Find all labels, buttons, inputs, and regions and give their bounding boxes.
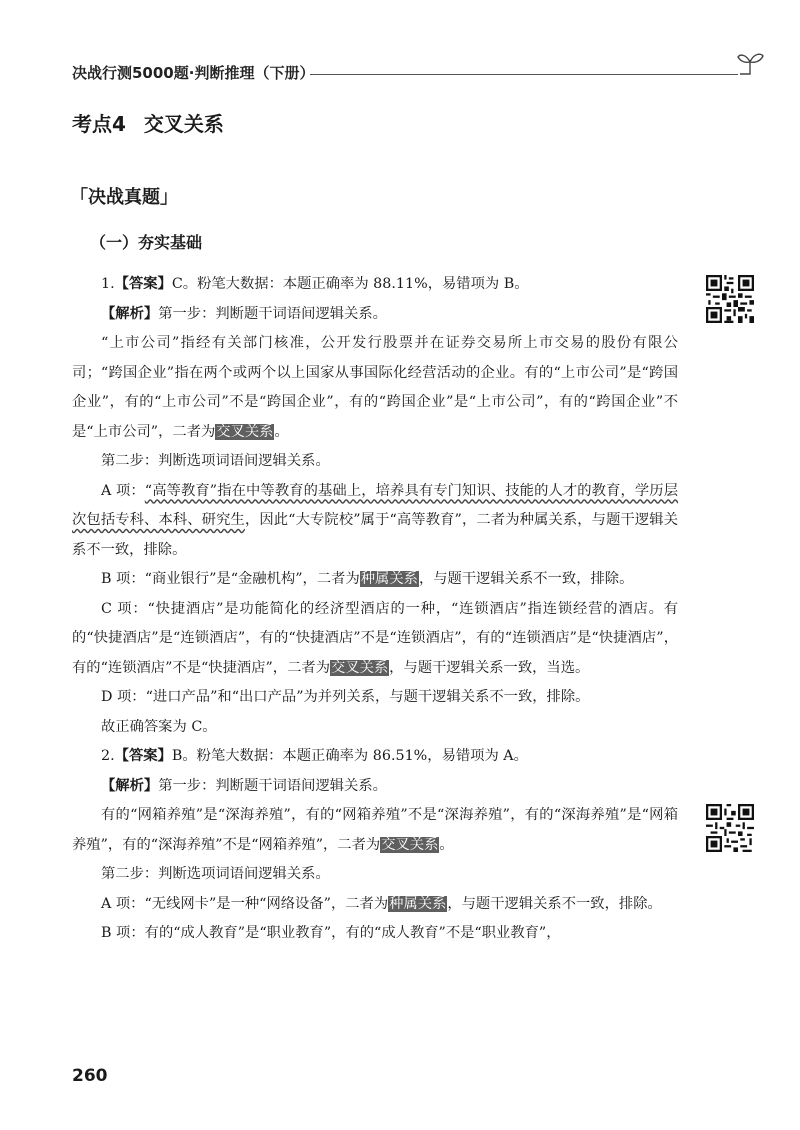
- q1-analysis: 【解析】第一步：判断题干词语间逻辑关系。: [101, 305, 387, 322]
- q2-option-a: A 项：“无线网卡”是一种“网络设备”，二者为种属关系，与题干逻辑关系不一致，排除。: [101, 895, 662, 912]
- analysis-tag: 【解析】: [101, 305, 159, 322]
- analysis-tag: 【解析】: [101, 777, 159, 794]
- q2-answer: 2.【答案】B。粉笔大数据：本题正确率为 86.51%，易错项为 A。: [101, 748, 528, 764]
- q1-stem-analysis: “上市公司”指经有关部门核准，公开发行股票并在证券交易所上市交易的股份有限公司；“跨国企业”指在两个或两个以上国家从事国际化经营活动的企业。有的“上市公司”是“跨国企业”，有的“上市公司”不是“跨国企业”，有的“跨国企业”是“上市公司”，有的“跨国企业”不是“上市公司”，二者为交叉关系。: [72, 335, 678, 440]
- highlight-term: 种属关系: [360, 571, 418, 587]
- qr-code-icon[interactable]: [706, 804, 754, 852]
- q1-step2: 第二步：判断选项词语间逻辑关系。: [101, 453, 330, 469]
- sprout-icon: [736, 50, 764, 84]
- q2-option-b: B 项：有的“成人教育”是“职业教育”，有的“成人教育”不是“职业教育”，: [101, 925, 561, 941]
- wavy-underlined-text: “高等教育”指在中等教育的基础上，培养具有专门知识、技能的人才的教育，学历层次包括专科、本科、研究生: [72, 482, 678, 528]
- answer-content: [72, 270, 678, 949]
- q1-conclusion: 故正确答案为 C。: [101, 718, 217, 735]
- q1-option-a: A 项：“高等教育”指在中等教育的基础上，培养具有专门知识、技能的人才的教育，学历层次包括专科、本科、研究生，因此“大专院校”属于“高等教育”，二者为种属关系，与题干逻辑关系不一致，排除。: [72, 482, 679, 558]
- answer-tag: 【答案】: [114, 748, 172, 764]
- real-questions-heading: 「决战真题」: [70, 187, 178, 208]
- subsection-heading: （一）夯实基础: [90, 233, 203, 252]
- q2-stem-analysis: 有的“网箱养殖”是“深海养殖”，有的“网箱养殖”不是“深海养殖”，有的“深海养殖”是“网箱养殖”，有的“深海养殖”不是“网箱养殖”，二者为交叉关系。: [72, 807, 678, 853]
- book-title: 决战行测5000题·判断推理（下册）: [72, 64, 315, 82]
- qr-code-icon[interactable]: [706, 275, 754, 323]
- q1-answer: 1.【答案】C。粉笔大数据：本题正确率为 88.11%，易错项为 B。: [101, 276, 529, 292]
- highlight-term: 交叉关系: [381, 836, 439, 853]
- answer-tag: 【答案】: [114, 276, 172, 292]
- page-number: 260: [72, 1066, 108, 1086]
- q1-option-d: D 项：“进口产品”和“出口产品”为并列关系，与题干逻辑关系不一致，排除。: [101, 689, 590, 705]
- section-title: [72, 108, 224, 137]
- highlight-term: 交叉关系: [330, 659, 389, 676]
- q1-option-b: B 项：“商业银行”是“金融机构”，二者为种属关系，与题干逻辑关系不一致，排除。: [101, 571, 634, 587]
- section-number: 考点4: [72, 112, 126, 136]
- running-header: [72, 58, 762, 88]
- section-name: 交叉关系: [143, 112, 224, 136]
- q2-step2: 第二步：判断选项词语间逻辑关系。: [101, 866, 330, 882]
- q1-option-c: C 项：“快捷酒店”是功能简化的经济型酒店的一种，“连锁酒店”指连锁经营的酒店。有的“快捷酒店”是“连锁酒店”，有的“快捷酒店”不是“连锁酒店”，有的“连锁酒店”是“快捷酒店”，有的“连锁酒店”不是“快捷酒店”，二者为交叉关系，与题干逻辑关系一致，当选。: [72, 600, 678, 676]
- q2-analysis: 【解析】第一步：判断题干词语间逻辑关系。: [101, 777, 387, 794]
- highlight-term: 交叉关系: [216, 423, 274, 440]
- header-rule: [310, 74, 738, 75]
- highlight-term: 种属关系: [389, 895, 447, 912]
